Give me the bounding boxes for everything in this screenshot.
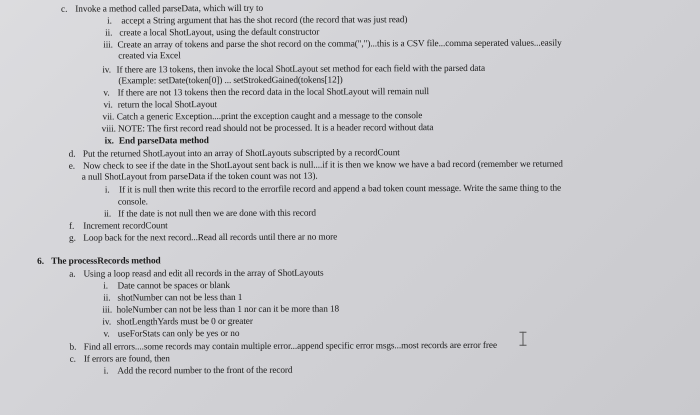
line-text: a null ShotLayout from parseData if the token count was not 13). (81, 171, 318, 183)
list-marker: c. (61, 4, 68, 15)
list-marker: v. (103, 329, 110, 340)
line-text: created via Excel (118, 51, 181, 62)
item-6a (69, 269, 323, 280)
item-6b (69, 341, 497, 353)
item-6a-iv (102, 317, 252, 328)
item-c-ii (105, 28, 319, 39)
list-marker: iii. (103, 40, 113, 51)
line-text: Create an array of tokens and parse the shot record on the comma(",")...this is a CSV file...comma seperated values...easily (117, 38, 562, 51)
line-text: holeNumber can not be less than 1 nor can it be more than 18 (116, 304, 340, 316)
line-text: End parseData method (118, 136, 209, 147)
item-c-iii-cont (118, 51, 180, 61)
line-text: Invoke a method called parseData, which will try to (75, 3, 264, 15)
item-d (69, 148, 400, 159)
item-e-ii (104, 209, 316, 220)
list-marker: ii. (103, 293, 111, 304)
line-text: Add the record number to the front of the record (117, 365, 293, 377)
line-text: Using a loop reasd and edit all records in the array of ShotLayouts (83, 268, 324, 280)
line-text: NOTE: The first record read should not be processed. It is a header record without data (118, 123, 434, 135)
list-marker: b. (69, 342, 77, 353)
list-marker: v. (103, 88, 110, 99)
list-marker: i. (104, 185, 110, 196)
list-marker: d. (68, 149, 76, 160)
list-marker: g. (69, 233, 76, 244)
list-marker: iv. (102, 317, 112, 328)
line-text: accept a String argument that has the shot record (the record that was just read) (121, 15, 408, 27)
line-text: Increment recordCount (83, 221, 168, 232)
line-text: If the date is not null then we are done with this record (118, 208, 316, 220)
line-text: Now check to see if the date in the ShotLayout sent back is null....if it is then we know we have a bad record (remember we returned (82, 159, 563, 172)
item-c (61, 4, 263, 15)
list-marker: ii. (103, 209, 112, 220)
item-c-vii (102, 111, 422, 122)
list-marker: i. (103, 366, 109, 377)
list-marker: i. (103, 281, 108, 292)
item-c-iii (103, 39, 562, 51)
line-text: If there are not 13 tokens then the record data in the local ShotLayout will remain null (117, 87, 429, 99)
line-text: (Example: setDate(token[0]) ... setStrokedGained(tokens[12]) (118, 75, 343, 87)
line-text: Loop back for the next record...Read all records until there ar no more (83, 232, 338, 244)
line-text: The processRecords method (51, 256, 161, 267)
line-text: shotNumber can not be less than 1 (117, 292, 243, 304)
list-marker: vi. (103, 100, 113, 111)
list-marker: 6. (37, 256, 44, 267)
item-6a-v (103, 329, 239, 340)
line-text: Put the returned ShotLayout into an array of ShotLayouts subscripted by a recordCount (82, 148, 400, 160)
line-text: If there are 13 tokens, then invoke the local ShotLayout set method for each field with the parsed data (116, 63, 485, 76)
item-6c-i (104, 366, 293, 377)
list-marker: ii. (105, 28, 113, 39)
line-text: shotLengthYards must be 0 or greater (116, 316, 253, 328)
list-marker: f. (68, 221, 75, 232)
line-text: If it is null then write this record to the errorfile record and append a bad token count message. Write the same thing to the (119, 183, 562, 196)
item-c-v (103, 87, 429, 98)
item-e-i (105, 184, 561, 196)
list-marker: iv. (102, 65, 111, 76)
line-text: console. (117, 197, 148, 208)
list-marker: viii. (101, 124, 116, 135)
item-c-vi (103, 100, 217, 110)
line-text: useForStats can only be yes or no (117, 328, 240, 340)
list-marker: e. (68, 161, 76, 172)
text-cursor-icon (519, 332, 526, 346)
list-marker: iii. (102, 305, 113, 316)
item-6c (70, 354, 170, 364)
item-c-iv-cont (118, 76, 342, 87)
line-text: create a local ShotLayout, using the default constructor (119, 27, 320, 39)
item-6a-iii (102, 305, 339, 316)
item-g (69, 233, 337, 244)
line-text: return the local ShotLayout (117, 100, 217, 111)
item-c-viii (102, 123, 434, 134)
section-6-heading (37, 256, 161, 267)
line-text: If errors are found, then (83, 354, 170, 365)
list-marker: c. (69, 354, 76, 365)
item-c-iv (102, 64, 485, 76)
item-6a-i (103, 281, 230, 292)
line-text: Find all errors....some records may contain multiple error...append specific error msgs...most records are error free (83, 340, 498, 353)
item-c-ix (105, 136, 209, 146)
list-marker: a. (69, 269, 76, 280)
list-marker: i. (107, 16, 112, 27)
item-c-i (107, 15, 407, 26)
item-e-i-cont (118, 197, 148, 207)
item-6a-ii (103, 293, 242, 304)
list-marker: vii. (102, 112, 115, 123)
item-e (69, 160, 563, 172)
item-e-cont (82, 172, 318, 183)
item-f (69, 221, 168, 231)
line-text: Catch a generic Exception....print the exception caught and a message to the console (116, 111, 423, 123)
list-marker: ix. (104, 136, 114, 147)
line-text: Date cannot be spaces or blank (117, 280, 230, 292)
